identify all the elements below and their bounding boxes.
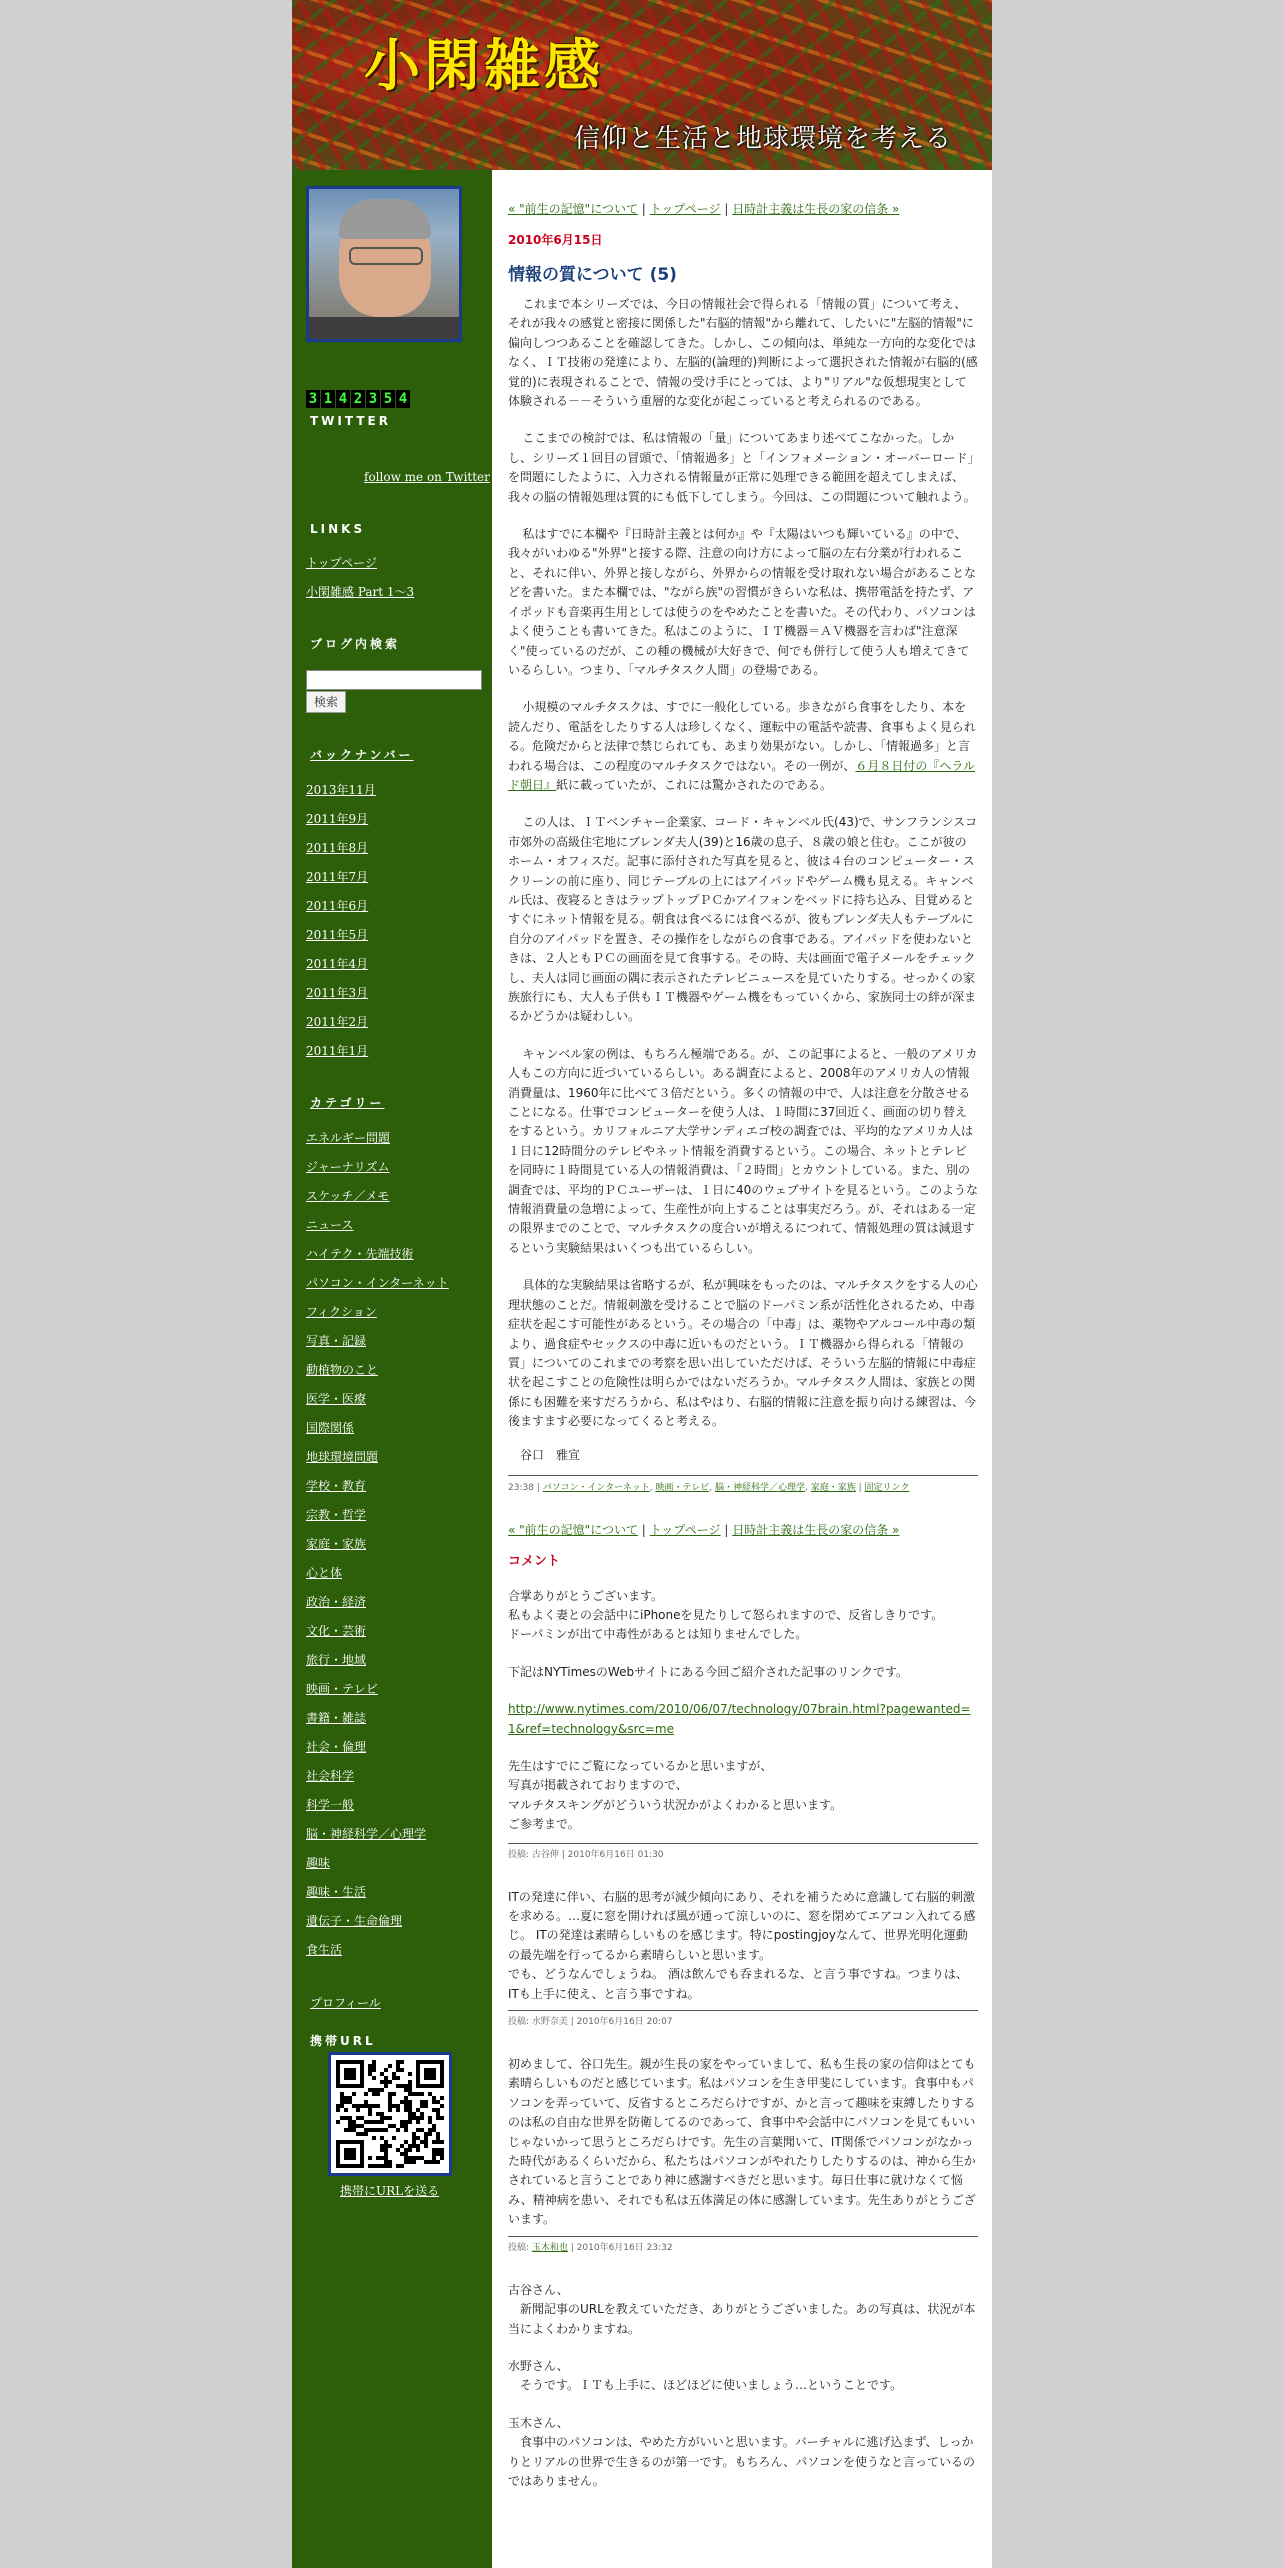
backnumber-link[interactable]: 2011年8月 — [306, 841, 369, 855]
backnumber-link[interactable]: 2011年4月 — [306, 957, 369, 971]
category-link[interactable]: 家庭・家族 — [306, 1537, 367, 1551]
qr-code — [328, 2052, 452, 2176]
post-nav-bottom: « "前生の記憶"について | トップページ | 日時計主義は生長の家の信条 » — [508, 1522, 900, 1537]
top-page-link[interactable]: トップページ — [649, 1522, 721, 1537]
counter-digit: 5 — [381, 390, 395, 408]
counter-digit: 1 — [321, 390, 335, 408]
category-link[interactable]: 食生活 — [306, 1943, 343, 1957]
comment-footer: 投稿: 水野奈美 | 2010年6月16日 20:07 — [508, 2010, 978, 2027]
backnumber-link[interactable]: 2011年3月 — [306, 986, 369, 1000]
backnumber-heading: バックナンバー — [310, 748, 414, 762]
post-body — [508, 295, 978, 1432]
category-link[interactable]: 社会・倫理 — [306, 1740, 367, 1754]
links-list — [306, 554, 414, 612]
prev-post-link[interactable]: « "前生の記憶"について — [508, 202, 638, 216]
category-link[interactable]: 脳・神経科学／心理学 — [715, 1482, 806, 1493]
category-link[interactable]: 映画・テレビ — [306, 1682, 378, 1696]
category-link[interactable]: スケッチ／メモ — [306, 1189, 390, 1203]
category-link[interactable]: ジャーナリズム — [306, 1160, 390, 1174]
category-link[interactable]: 趣味・生活 — [306, 1885, 367, 1899]
category-link[interactable]: 写真・記録 — [306, 1334, 367, 1348]
visitor-counter — [306, 390, 410, 408]
search-input[interactable] — [306, 670, 482, 690]
comment-footer: 投稿: 玉木和也 | 2010年6月16日 23:32 — [508, 2236, 978, 2253]
backnumber-link[interactable]: 2011年6月 — [306, 899, 369, 913]
blog-subtitle: 信仰と生活と地球環境を考える — [574, 124, 953, 154]
category-link[interactable]: 医学・医療 — [306, 1392, 367, 1406]
backnumber-link[interactable]: 2011年9月 — [306, 812, 369, 826]
category-link[interactable]: 趣味 — [306, 1856, 331, 1870]
category-link[interactable]: フィクション — [306, 1305, 377, 1319]
category-link[interactable]: 社会科学 — [306, 1769, 355, 1783]
profile-link[interactable]: プロフィール — [310, 1996, 381, 2010]
category-link[interactable]: 遺伝子・生命倫理 — [306, 1914, 403, 1928]
category-link[interactable]: 文化・芸術 — [306, 1624, 367, 1638]
comment: 合掌ありがとうございます。 私もよく妻との会話中にiPhoneを見たりして怒られますので、反省しきりです。 ドーパミンが出て中毒性があるとは知りませんでした。 下記はNYTimesのWebサイトにある今回ご紹介された記事のリンクです。 http://www.nytimes.com/2010/06/07/technology/07brain.html?pagewanted=1&ref=technology&src=me 先生はすでにご覧になっているかと思いますが、 写真が掲載されておりますので、 マルチタスキングがどういう状況かがよくわかると思います。 ご参考まで。 — [508, 1588, 971, 1832]
category-heading: カテゴリー — [310, 1096, 385, 1110]
post-paragraph: キャンベル家の例は、もちろん極端である。が、この記事によると、一般のアメリカ人もこの方向に近づいているらしい。ある調査によると、2008年のアメリカ人の情報消費量は、1960年に比べて３倍だという。多くの情報の中で、人は注意を分散させることになる。仕事でコンピューターを使う人は、１時間に37回近く、画面の切り替えをするという。カリフォルニア大学サンディエゴ校の調査では、平均的なアメリカ人は１日に12時間分のテレビやネット情報を消費するという。この場合、ネットとテレビを同時に１時間見ている人の情報消費は、「２時間」とカウントしている。また、別の調査では、平均的ＰＣユーザーは、１日に40のウェブサイトを見るという。このような情報消費量の急増によって、生産性が向上することは事実だろう。が、それはある一定の限界までのことで、マルチタスクの度合いが増えるにつれて、情報処理の質は減退するという実験結果はいくつも出ているらしい。 — [508, 1046, 978, 1255]
links-heading: LINKS — [310, 522, 366, 536]
page — [292, 0, 992, 2568]
header-banner[interactable] — [292, 0, 992, 170]
comment: ITの発達に伴い、右脳的思考が減少傾向にあり、それを補うために意識して右脳的刺激を求める。…夏に窓を開ければ風が通って涼しいのに、窓を閉めてエアコン入れてる感じ。 ITの発達は素晴らしいものを感じます。特にpostingjoyなんて、世界光明化運動の最先端を行ってるから素晴らしいと思います。 でも、どうなんでしょうね。 酒は飲んでも呑まれるな、と言う事ですね。つまりは、ITも上手に使え、と言う事ですね。 — [508, 1889, 976, 2001]
comment: 古谷さん、 新聞記事のURLを教えていただき、ありがとうございました。あの写真は、状況が本当によくわかりますね。 水野さん、 そうです。ＩＴも上手に、ほどほどに使いましょう…ということです。 玉木さん、 食事中のパソコンは、やめた方がいいと思います。バーチャルに逃げ込まず、しっかりとリアルの世界で生きるのが第一です。もちろん、パソコンを使うなと言っているのではありません。 — [508, 2282, 976, 2488]
category-link[interactable]: 映画・テレビ — [655, 1482, 710, 1493]
mobile-heading: 携帯URL — [310, 2034, 376, 2048]
category-link[interactable]: 家庭・家族 — [810, 1482, 856, 1493]
next-post-link[interactable]: 日時計主義は生長の家の信条 » — [732, 202, 900, 216]
category-link[interactable]: 動植物のこと — [306, 1363, 379, 1377]
commenter-link[interactable]: 玉木和也 — [531, 2242, 568, 2253]
category-link[interactable]: 政治・経済 — [306, 1595, 367, 1609]
twitter-heading: TWITTER — [310, 414, 391, 428]
mobile-url-link[interactable]: 携帯にURLを送る — [340, 2184, 440, 2198]
sidebar — [292, 170, 492, 2568]
category-link[interactable]: パソコン・インターネット — [542, 1482, 650, 1493]
category-list — [306, 1129, 449, 1970]
permalink[interactable]: 固定リンク — [864, 1482, 910, 1493]
nytimes-link[interactable]: http://www.nytimes.com/2010/06/07/technology/07brain.html?pagewanted=1&ref=technology&src=me — [508, 1702, 971, 1736]
backnumber-link[interactable]: 2011年2月 — [306, 1015, 369, 1029]
counter-digit: 3 — [306, 390, 320, 408]
backnumber-link[interactable]: 2011年7月 — [306, 870, 369, 884]
post-signature: 谷口 雅宣 — [520, 1447, 581, 1462]
sidebar-link-part[interactable]: 小閑雑感 Part 1～3 — [306, 585, 415, 599]
post-paragraph: 私はすでに本欄や『日時計主義とは何か』や『太陽はいつも輝いている』の中で、我々がいわゆる"外界"と接する際、注意の向け方によって脳の左右分業が行われること、それに伴い、外界と接しながら、外界からの情報を受け取れない場合があることなどを書いた。また本欄では、"ながら族"の習慣がきらいな私は、携帯電話を持たず、アイポッドも音楽再生用としては使うのをやめたことを書いた。その代わり、パソコンはよく使うことも書いてきた。私はこのように、ＩＴ機器＝ＡＶ機器を言わば"注意深く"使っているのだが、この種の機械が大好きで、何でも併行して使う人も増えてきているらしい。つまり、「マルチタスク人間」の登場である。 — [508, 527, 977, 677]
category-link[interactable]: 地球環境問題 — [306, 1450, 379, 1464]
post-date: 2010年6月15日 — [508, 233, 603, 247]
category-link[interactable]: パソコン・インターネット — [306, 1276, 449, 1290]
category-link[interactable]: 科学一般 — [306, 1798, 355, 1812]
profile-photo — [306, 186, 462, 342]
post-paragraph: これまで本シリーズでは、今日の情報社会で得られる「情報の質」について考え、それが我々の感覚と密接に関係した"右脳的情報"から離れて、したいに"左脳的情報"に偏向しつつあることを確認してきた。しかし、この傾向は、単純な一方向的な変化ではなく、ＩＴ技術の発達により、左脳的(論理的)判断によって選択された情報が右脳的(感覚的)に表現されることで、情報の受け手にとっては、より"リアル"な仮想現実として体験される－－そういう重層的な変化が起こっていると考えられるのである。 — [508, 297, 978, 409]
category-link[interactable]: 脳・神経科学／心理学 — [306, 1827, 427, 1841]
post-paragraph: 小規模のマルチタスクは、すでに一般化している。歩きながら食事をしたり、本を読んだり、電話をしたりする人は珍しくなく、運転中の電話や読書、食事もよく見られる。危険だからと法律で禁じられても、あまり効果がない。しかし、「情報過多」と言われる場合は、この程度のマルチタスクではない。その一例が、６月８日付の『ヘラルド朝日』紙に載っていたが、これには驚かされたのである。 — [508, 700, 976, 792]
top-page-link[interactable]: トップページ — [649, 202, 721, 216]
counter-digit: 2 — [351, 390, 365, 408]
category-link[interactable]: 宗教・哲学 — [306, 1508, 367, 1522]
post-nav-top: « "前生の記憶"について | トップページ | 日時計主義は生長の家の信条 » — [508, 202, 900, 216]
herald-asahi-link[interactable]: ６月８日付の『ヘラルド朝日』 — [508, 758, 976, 792]
category-link[interactable]: エネルギー問題 — [306, 1131, 391, 1145]
counter-digit: 4 — [336, 390, 350, 408]
prev-post-link[interactable]: « "前生の記憶"について — [508, 1522, 638, 1537]
category-link[interactable]: ニュース — [306, 1218, 354, 1232]
backnumber-link[interactable]: 2011年1月 — [306, 1044, 369, 1058]
search-button[interactable]: 検索 — [306, 691, 346, 713]
category-link[interactable]: 心と体 — [306, 1566, 343, 1580]
category-link[interactable]: 書籍・雑誌 — [306, 1711, 367, 1725]
comment: 初めまして、谷口先生。親が生長の家をやっていまして、私も生長の家の信仰はとても素晴らしいものだと感じています。私はパソコンを生き甲斐にしています。食事中もパソコンを弄っていて、反省するところだらけですが、かと言って趣味を束縛したりするのは私の自由な世界を防衛してるのであって、食事中や会話中にパソコンを見てもいいじゃないかって思うところだらけです。先生の言葉聞いて、IT関係でパソコンがなかった時代があるくらいだから、私たちはパソコンがやれたりしたりするのは、神から生かされていると言うことであり神に感謝すべきだと思います。毎日仕事に就けなくて悩み、精神病を患い、それでも私は五体満足の体に感謝しています。先生ありがとうございます。 — [508, 2057, 976, 2227]
post-title[interactable]: 情報の質について (5) — [508, 265, 677, 285]
post-footer: 23:38 | パソコン・インターネット, 映画・テレビ, 脳・神経科学／心理学, 家庭・家族 | 固定リンク — [508, 1475, 978, 1493]
twitter-follow-link[interactable]: follow me on Twitter — [364, 470, 490, 484]
post-paragraph: ここまでの検討では、私は情報の「量」についてあまり述べてこなかった。しかし、シリーズ１回目の冒頭で、「情報過多」と「インフォメーション・オーバーロード」を問題にしたように、入力される情報量が正常に処理できる範囲を超えてしまえば、我々の脳の情報処理は質的にも低下してしまう。今回は、この問題について触れよう。 — [508, 431, 976, 504]
backnumber-link[interactable]: 2011年5月 — [306, 928, 369, 942]
category-link[interactable]: 国際関係 — [306, 1421, 355, 1435]
category-link[interactable]: ハイテク・先端技術 — [306, 1247, 414, 1261]
blog-title[interactable]: 小閑雑感 — [364, 33, 604, 99]
category-link[interactable]: 旅行・地域 — [306, 1653, 367, 1667]
main-content — [492, 170, 992, 2568]
counter-digit: 3 — [366, 390, 380, 408]
category-link[interactable]: 学校・教育 — [306, 1479, 367, 1493]
comment-footer: 投稿: 古谷伸 | 2010年6月16日 01:30 — [508, 1843, 978, 1860]
sidebar-link-top[interactable]: トップページ — [306, 556, 377, 570]
post-paragraph: 具体的な実験結果は省略するが、私が興味をもったのは、マルチタスクをする人の心理状態のことだ。情報刺激を受けることで脳のドーパミン系が活性化されるため、中毒症状を起こす可能性があるという。その場合の「中毒」は、薬物やアルコール中毒の類より、過食症やセックスの中毒に近いものだという。ＩＴ機器から得られる「情報の質」についてのこれまでの考察を思い出していただけば、そういう左脳的情報に中毒症状を起こすことの危険性は明らかではないだろうか。マルチタスク人間は、家族との関係にも困難を来すだろうから、私はやはり、右脳的情報に注意を振り向ける練習は、今後ますます必要になってくると考える。 — [508, 1278, 978, 1429]
post-paragraph: この人は、ＩＴベンチャー企業家、コード・キャンベル氏(43)で、サンフランシスコ市郊外の高級住宅地にブレンダ夫人(39)と16歳の息子、８歳の娘と住む。ここが彼のホーム・オフィスだ。記事に添付された写真を見ると、彼は４台のコンピューター・スクリーンの前に座り、同じテーブルの上にはアイパッドやゲーム機も見える。キャンベル氏は、夜寝るときはラップトップＰＣかアイフォンをベッドに持ち込み、目覚めるとすぐにネット情報を見る。朝食は食べるには食べるが、彼もブレンダ夫人もテーブルに自分のアイパッドを置き、その操作をしながらの食事である。アイパッドを使わないときは、２人ともＰＣの画面を見て食事する。その時、夫は画面で電子メールをチェックし、夫人は同じ画面の隅に表示されたテレビニュースを見ていたりする。せっかくの家族旅行にも、大人も子供もＩＴ機器やゲーム機をもっていくから、家族同士の絆が深まるかどうかは疑わしい。 — [508, 815, 978, 1024]
comments-heading: コメント — [508, 1553, 561, 1569]
next-post-link[interactable]: 日時計主義は生長の家の信条 » — [732, 1522, 900, 1537]
counter-digit: 4 — [396, 390, 410, 408]
backnumber-link[interactable]: 2013年11月 — [306, 783, 376, 797]
search-heading: ブログ内検索 — [310, 637, 401, 651]
backnumber-list — [306, 781, 376, 1071]
